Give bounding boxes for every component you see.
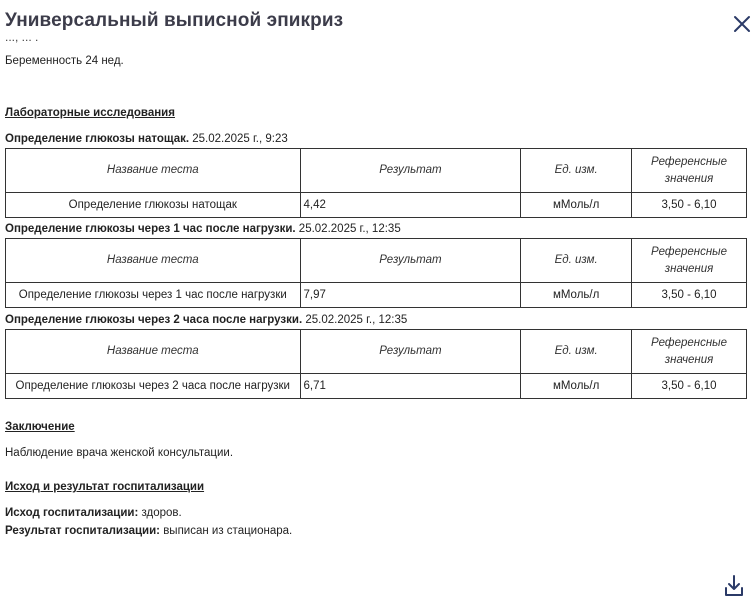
outcome-value: здоров. bbox=[138, 507, 182, 519]
lab-section-title: Лабораторные исследования bbox=[5, 107, 175, 119]
table-row bbox=[6, 374, 747, 399]
pregnancy-text: Беременность 24 нед. bbox=[5, 55, 124, 67]
column-header: Референсные значения bbox=[632, 239, 747, 283]
reference-cell: 3,50 - 6,10 bbox=[632, 283, 747, 308]
unit-cell: мМоль/л bbox=[521, 193, 632, 218]
result-cell: 6,71 bbox=[300, 374, 521, 399]
test-heading bbox=[5, 313, 407, 327]
column-header: Референсные значения bbox=[632, 330, 747, 374]
test-date: 25.02.2025 г., 12:35 bbox=[302, 314, 408, 326]
result-cell: 4,42 bbox=[300, 193, 521, 218]
lab-table bbox=[5, 329, 747, 399]
test-name-cell: Определение глюкозы через 1 час после нагрузки bbox=[6, 283, 301, 308]
column-header: Название теста bbox=[6, 149, 301, 193]
modal-title: Универсальный выписной эпикриз bbox=[5, 10, 344, 31]
lab-table bbox=[5, 148, 747, 218]
test-title: Определение глюкозы натощак. bbox=[5, 133, 190, 145]
test-title: Определение глюкозы через 2 часа после нагрузки. bbox=[5, 314, 303, 326]
conclusion-text: Наблюдение врача женской консультации. bbox=[5, 447, 234, 459]
outcome-label: Исход госпитализации: bbox=[5, 507, 139, 519]
column-header: Результат bbox=[300, 330, 521, 374]
reference-cell: 3,50 - 6,10 bbox=[632, 193, 747, 218]
column-header: Результат bbox=[300, 239, 521, 283]
result-line bbox=[5, 524, 292, 538]
unit-cell: мМоль/л bbox=[521, 283, 632, 308]
test-date: 25.02.2025 г., 12:35 bbox=[295, 223, 401, 235]
close-button[interactable] bbox=[732, 12, 752, 34]
column-header: Ед. изм. bbox=[521, 149, 632, 193]
download-button[interactable] bbox=[723, 573, 745, 599]
result-label: Результат госпитализации: bbox=[5, 525, 160, 537]
column-header: Ед. изм. bbox=[521, 239, 632, 283]
table-row bbox=[6, 193, 747, 218]
test-title: Определение глюкозы через 1 час после нагрузки. bbox=[5, 223, 296, 235]
column-header: Название теста bbox=[6, 239, 301, 283]
conclusion-section-title: Заключение bbox=[5, 421, 75, 433]
close-icon bbox=[732, 12, 752, 34]
test-name-cell: Определение глюкозы натощак bbox=[6, 193, 301, 218]
column-header: Референсные значения bbox=[632, 149, 747, 193]
test-name-cell: Определение глюкозы через 2 часа после нагрузки bbox=[6, 374, 301, 399]
column-header: Название теста bbox=[6, 330, 301, 374]
column-header: Результат bbox=[300, 149, 521, 193]
outcome-line bbox=[5, 506, 182, 520]
reference-cell: 3,50 - 6,10 bbox=[632, 374, 747, 399]
column-header: Ед. изм. bbox=[521, 330, 632, 374]
outcome-section-title: Исход и результат госпитализации bbox=[5, 481, 205, 493]
download-icon bbox=[723, 573, 745, 599]
clipped-text-line: ..., ... . bbox=[5, 30, 39, 44]
result-cell: 7,97 bbox=[300, 283, 521, 308]
lab-table bbox=[5, 238, 747, 308]
test-date: 25.02.2025 г., 9:23 bbox=[189, 133, 288, 145]
result-value: выписан из стационара. bbox=[160, 525, 293, 537]
unit-cell: мМоль/л bbox=[521, 374, 632, 399]
table-row bbox=[6, 283, 747, 308]
test-heading bbox=[5, 222, 401, 236]
test-heading bbox=[5, 132, 288, 146]
